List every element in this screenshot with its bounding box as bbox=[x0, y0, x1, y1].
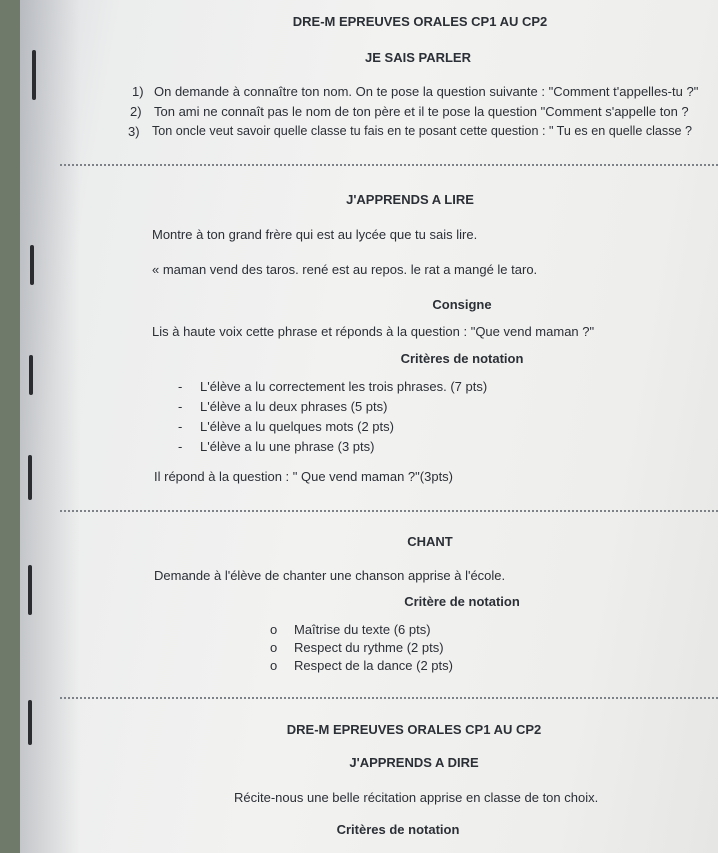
reading-sentence: « maman vend des taros. rené est au repos. le rat a mangé le taro. bbox=[152, 262, 538, 277]
binding-mark bbox=[28, 700, 32, 745]
consigne-label: Consigne bbox=[432, 297, 492, 312]
question-item: On demande à connaître ton nom. On te pose la question suivante : "Comment t'appelles-tu ?" bbox=[154, 84, 699, 99]
exam-sheet bbox=[20, 0, 718, 853]
section-divider bbox=[60, 697, 718, 699]
criteria-item: Maîtrise du texte (6 pts) bbox=[294, 622, 431, 637]
section-divider bbox=[60, 510, 718, 512]
section-heading-parler: JE SAIS PARLER bbox=[365, 50, 471, 65]
section-divider bbox=[60, 164, 718, 166]
dash-bullet: - bbox=[178, 439, 183, 454]
criteria-label: Critères de notation bbox=[336, 822, 460, 837]
reading-intro: Montre à ton grand frère qui est au lycée que tu sais lire. bbox=[152, 227, 478, 242]
binding-mark bbox=[29, 355, 33, 395]
section-heading-dire: J'APPRENDS A DIRE bbox=[349, 755, 479, 770]
criteria-label: Critère de notation bbox=[404, 594, 520, 609]
binding-mark bbox=[32, 50, 36, 100]
criteria-item: L'élève a lu une phrase (3 pts) bbox=[200, 439, 375, 454]
criteria-item: L'élève a lu correctement les trois phrases. (7 pts) bbox=[200, 379, 488, 394]
criteria-item: Respect du rythme (2 pts) bbox=[294, 640, 444, 655]
circle-bullet: o bbox=[270, 658, 278, 673]
item-number: 1) bbox=[132, 84, 144, 99]
recitation-intro: Récite-nous une belle récitation apprise en classe de ton choix. bbox=[234, 790, 599, 805]
dash-bullet: - bbox=[178, 419, 183, 434]
criteria-item: L'élève a lu deux phrases (5 pts) bbox=[200, 399, 388, 414]
document-title-repeat: DRE-M EPREUVES ORALES CP1 AU CP2 bbox=[286, 722, 542, 737]
question-item: Ton oncle veut savoir quelle classe tu fais en te posant cette question : " Tu es en quelle classe ? bbox=[152, 124, 693, 138]
binding-mark bbox=[28, 455, 32, 500]
section-heading-chant: CHANT bbox=[407, 534, 453, 549]
chant-intro: Demande à l'élève de chanter une chanson apprise à l'école. bbox=[154, 568, 506, 583]
dash-bullet: - bbox=[178, 379, 183, 394]
criteria-item: L'élève a lu quelques mots (2 pts) bbox=[200, 419, 394, 434]
item-number: 2) bbox=[130, 104, 142, 119]
question-answer: Il répond à la question : " Que vend maman ?"(3pts) bbox=[154, 469, 454, 484]
binding-mark bbox=[28, 565, 32, 615]
dash-bullet: - bbox=[178, 399, 183, 414]
document-title: DRE-M EPREUVES ORALES CP1 AU CP2 bbox=[292, 14, 548, 29]
question-item: Ton ami ne connaît pas le nom de ton père et il te pose la question "Comment s'appelle ton ? bbox=[154, 104, 689, 119]
consigne-text: Lis à haute voix cette phrase et réponds à la question : "Que vend maman ?" bbox=[152, 324, 595, 339]
section-heading-lire: J'APPRENDS A LIRE bbox=[346, 192, 474, 207]
binding-mark bbox=[30, 245, 34, 285]
circle-bullet: o bbox=[270, 622, 278, 637]
criteria-item: Respect de la dance (2 pts) bbox=[294, 658, 453, 673]
criteria-label: Critères de notation bbox=[400, 351, 524, 366]
item-number: 3) bbox=[128, 124, 140, 139]
circle-bullet: o bbox=[270, 640, 278, 655]
